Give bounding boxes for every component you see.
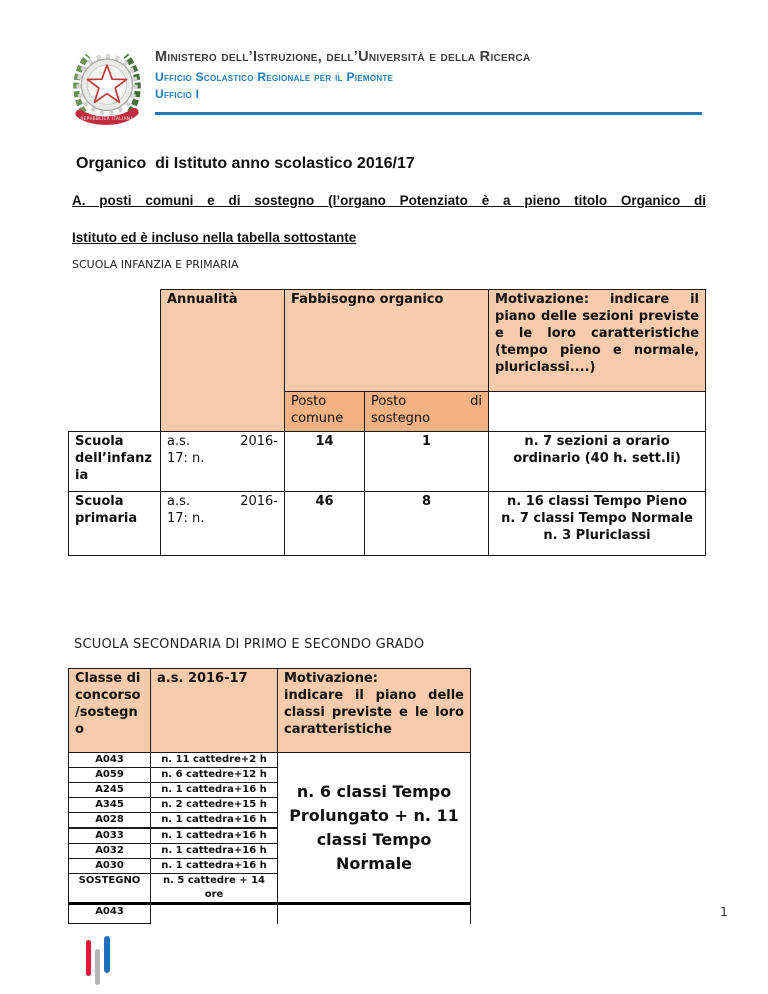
ministry-name: Ministero dell’Istruzione, dell’Università e della Ricerca bbox=[155, 49, 531, 65]
table1-row1-annualita-line1: a.s. 2016- bbox=[167, 434, 278, 449]
table1-row2-motivazione-line1: n. 16 classi Tempo Pieno bbox=[507, 494, 687, 509]
label-scuola-secondaria: SCUOLA SECONDARIA DI PRIMO E SECONDO GRADO bbox=[74, 637, 425, 652]
table-secondaria bbox=[68, 668, 471, 924]
table1-row2-posto-sostegno: 8 bbox=[365, 492, 489, 556]
table2-extra-row-dotazione-empty bbox=[151, 904, 278, 924]
table2-row-dotazione: n. 1 cattedra+16 h bbox=[151, 828, 278, 844]
table2-row-dotazione: n. 1 cattedra+16 h bbox=[151, 813, 278, 829]
office-unit-name: Ufficio I bbox=[155, 87, 200, 101]
table2-header-motivazione-rest: indicare il piano delle classi previste e le loro caratteristiche bbox=[284, 688, 464, 737]
italian-republic-emblem-logo bbox=[64, 42, 150, 136]
table2-extra-row-classe: A043 bbox=[69, 904, 151, 924]
table2-row-classe: A028 bbox=[69, 813, 151, 829]
table1-subheader-empty-cell bbox=[489, 392, 706, 432]
table1-row1-annualita-line2: 17: n. bbox=[167, 451, 205, 466]
table2-row-classe: A043 bbox=[69, 753, 151, 768]
table1-row2-annualita-line1: a.s. 2016- bbox=[167, 494, 278, 509]
table1-header-fabbisogno: Fabbisogno organico bbox=[285, 290, 489, 392]
table2-row-classe: A245 bbox=[69, 783, 151, 798]
label-scuola-infanzia-primaria: SCUOLA INFANZIA E PRIMARIA bbox=[72, 258, 239, 271]
table2-row-dotazione: n. 6 cattedre+12 h bbox=[151, 768, 278, 783]
table-infanzia-primaria bbox=[68, 289, 706, 556]
table2-motivazione-value: n. 6 classi Tempo Prolungato + n. 11 classi Tempo Normale bbox=[278, 753, 471, 904]
emblem-motto-text: REPVBBLICA ITALIANA bbox=[80, 115, 134, 121]
section-a-heading-line1: A. posti comuni e di sostegno (l’organo Potenziato è a pieno titolo Organico di bbox=[72, 193, 706, 208]
table1-subheader-posto-sostegno: Posto di sostegno bbox=[365, 392, 489, 432]
table1-row1-motivazione: n. 7 sezioni a orario ordinario (40 h. sett.li) bbox=[489, 432, 706, 492]
table2-row-classe: A345 bbox=[69, 798, 151, 813]
table2-row-classe: A030 bbox=[69, 859, 151, 874]
table-row bbox=[69, 904, 471, 924]
table2-row-classe: A033 bbox=[69, 828, 151, 844]
table1-row2-motivazione-line2: n. 7 classi Tempo Normale bbox=[501, 511, 693, 526]
table1-header-annualita: Annualità bbox=[161, 290, 285, 432]
table1-blank-corner-cell bbox=[69, 290, 161, 432]
table1-subheader-posto-comune: Posto comune bbox=[285, 392, 365, 432]
table2-row-dotazione: n. 1 cattedra+16 h bbox=[151, 844, 278, 859]
page-title: Organico di Istituto anno scolastico 2016/17 bbox=[76, 155, 415, 172]
table2-header-motivazione bbox=[278, 669, 471, 753]
table-row bbox=[69, 432, 706, 492]
table2-row-dotazione: n. 11 cattedre+2 h bbox=[151, 753, 278, 768]
letterhead-divider bbox=[155, 112, 702, 115]
table1-row2-annualita-line2: 17: n. bbox=[167, 511, 205, 526]
footer-logo-red-bar bbox=[86, 940, 91, 976]
table1-row2-annualita bbox=[161, 492, 285, 556]
table2-header-classe: Classe di concorso/sostegno bbox=[69, 669, 151, 753]
table1-row1-annualita bbox=[161, 432, 285, 492]
table2-header-motivazione-line1: Motivazione: bbox=[284, 671, 379, 686]
section-a-heading-line2: Istituto ed è incluso nella tabella sottostante bbox=[72, 230, 357, 245]
table1-row1-scuola: Scuola dell’infanzia bbox=[69, 432, 161, 492]
table2-row-classe: A032 bbox=[69, 844, 151, 859]
table1-row2-scuola: Scuola primaria bbox=[69, 492, 161, 556]
table1-row2-posto-comune: 46 bbox=[285, 492, 365, 556]
footer-logo-gray-bar bbox=[95, 949, 100, 985]
regional-office-name: Ufficio Scolastico Regionale per il Piemonte bbox=[155, 70, 394, 84]
page-number: 1 bbox=[720, 904, 728, 919]
table2-row-dotazione: n. 1 cattedra+16 h bbox=[151, 859, 278, 874]
table2-extra-row-motivazione-empty bbox=[278, 904, 471, 924]
table1-row2-motivazione bbox=[489, 492, 706, 556]
table-row bbox=[69, 753, 471, 768]
table1-row1-posto-sostegno: 1 bbox=[365, 432, 489, 492]
table1-row1-posto-comune: 14 bbox=[285, 432, 365, 492]
table1-row2-motivazione-line3: n. 3 Pluriclassi bbox=[543, 528, 651, 543]
table2-row-dotazione: n. 1 cattedra+16 h bbox=[151, 783, 278, 798]
table2-row-dotazione: n. 2 cattedre+15 h bbox=[151, 798, 278, 813]
footer-logo-blue-bar bbox=[104, 936, 110, 973]
table2-header-anno: a.s. 2016-17 bbox=[151, 669, 278, 753]
table2-row-classe: SOSTEGNO bbox=[69, 874, 151, 904]
table1-header-motivazione: Motivazione: indicare il piano delle sezioni previste e le loro caratteristiche (tempo pieno e normale, pluriclassi....) bbox=[489, 290, 706, 392]
table2-row-classe: A059 bbox=[69, 768, 151, 783]
table-row bbox=[69, 492, 706, 556]
table2-row-dotazione: n. 5 cattedre + 14 ore bbox=[151, 874, 278, 904]
